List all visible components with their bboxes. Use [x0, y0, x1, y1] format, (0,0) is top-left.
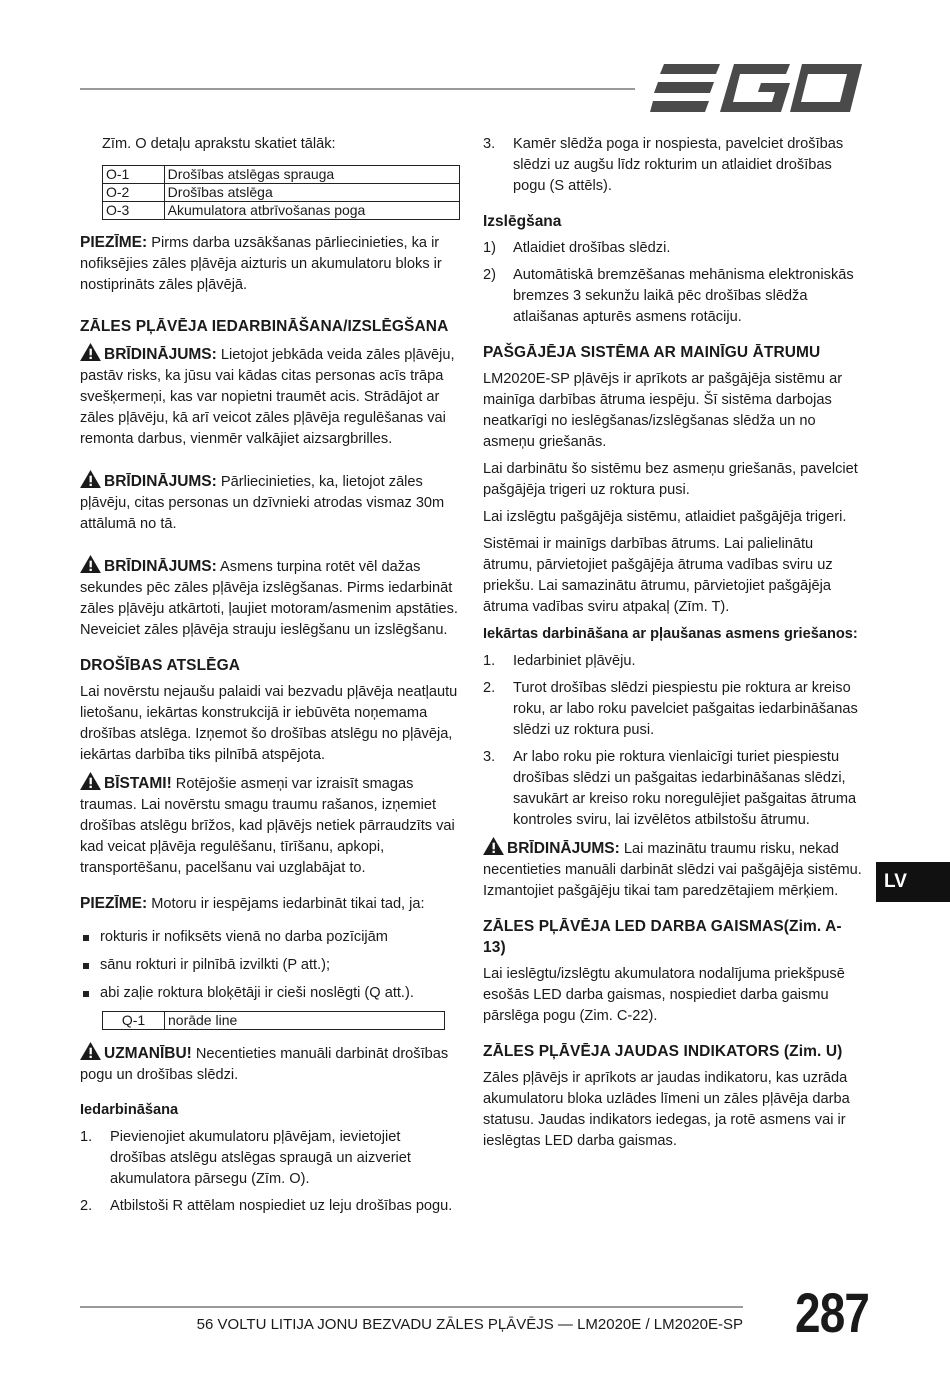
power-paragraph: Zāles pļāvējs ir aprīkots ar jaudas indikatoru, kas uzrāda akumulatoru bloka uzlādes līmeni un zāles pļāvēja darba statusu. Jaudas indikators iedegas, ja rotē asmens vai ir ieslēgtas LED darba gaismas. — [483, 1070, 850, 1149]
warning-text: Pārliecinieties, ka, lietojot zāles pļāvēju, citas personas un dzīvnieki atrodas vismaz 30m attālumā no tā. — [80, 474, 445, 532]
left-column — [80, 134, 460, 1223]
section-heading-start-stop: ZĀLES PĻĀVĒJA IEDARBINĀŠANA/IZSLĒGŠANA — [80, 318, 449, 335]
list-item: 1) Atlaidiet drošības slēdzi. — [483, 240, 671, 256]
warning-2 — [80, 470, 460, 535]
note-2 — [80, 893, 460, 915]
warning-triangle-icon — [80, 343, 101, 361]
warning-3 — [80, 555, 460, 641]
page-number: 287 — [795, 1281, 870, 1344]
square-bullet-icon — [83, 935, 89, 941]
drive-paragraph-4: Sistēmai ir mainīgs darbības ātrums. Lai palielinātu ātrumu, pārvietojiet pašgājēja ātruma vadības sviru uz priekšu. Lai samazinātu ātrumu, pārvietojiet pašgājēja ātruma vadības sviru atpakaļ (Zīm. T). — [483, 536, 833, 615]
warning-label: BRĪDINĀJUMS: — [104, 346, 217, 363]
table-row — [103, 202, 460, 220]
note-label: PIEZĪME: — [80, 895, 148, 912]
warning-triangle-icon — [80, 555, 101, 573]
drive-paragraph-3: Lai izslēgtu pašgājēja sistēmu, atlaidiet pašgājēja trigeri. — [483, 509, 847, 525]
list-item: 1. Iedarbiniet pļāvēju. — [483, 653, 636, 669]
caution-text: Necentieties manuāli darbināt drošības pogu un drošības slēdzi. — [80, 1046, 449, 1083]
caution-notice — [80, 1042, 460, 1086]
warning-triangle-icon — [80, 772, 101, 790]
subheading-starting: Iedarbināšana — [80, 1102, 179, 1118]
part-desc: Drošības atslēgas sprauga — [164, 166, 459, 184]
part-code: O-2 — [103, 184, 165, 202]
warning-label: BRĪDINĀJUMS: — [104, 473, 217, 490]
part-code: O-3 — [103, 202, 165, 220]
list-item: 2) Automātiskā bremzēšanas mehānisma elektroniskās bremzes 3 sekunžu laikā pēc drošības slēdža atlaišanas apturēs asmens rotāciju. — [483, 267, 854, 325]
section-heading-led-lights: ZĀLES PĻĀVĒJA LED DARBA GAISMAS(Zim. A-13) — [483, 918, 842, 956]
language-tab: LV — [876, 862, 950, 902]
ego-logo — [650, 62, 862, 114]
list-item: sānu rokturi ir pilnībā izvilkti (P att.); — [80, 955, 460, 976]
safety-key-paragraph: Lai novērstu nejaušu palaidi vai bezvadu pļāvēja neatļautu lietošanu, iekārtas konstrukcijā ir iebūvēta noņemama drošības atslēga. Izņemot šo drošības atslēgu no pļāvēja, iekārtas darbība tiks pilnībā atspējota. — [80, 684, 458, 763]
fig-q-parts-table — [102, 1011, 445, 1030]
footer-rule — [80, 1306, 743, 1308]
table-row — [103, 1012, 445, 1030]
header-rule — [80, 88, 635, 90]
warning-triangle-icon — [483, 837, 504, 855]
list-item: 1. Pievienojiet akumulatoru pļāvējam, ievietojiet drošības atslēgu atslēgas spraugā un aizveriet akumulatora pārsegu (Zīm. O). — [80, 1129, 411, 1187]
warning-text: Lietojot jebkāda veida zāles pļāvēju, pastāv risks, ka jūsu vai kādas citas personas acīs trāpa svešķermeņi, kas var nopietni traumēt acis. Strādājot ar zāles pļāvēju, kā arī veicot zāles pļāvēja regulēšanas vai remonta darbus, vienmēr valkājiet aizsargbrilles. — [80, 347, 455, 447]
square-bullet-icon — [83, 963, 89, 969]
list-item: 3. Ar labo roku pie roktura vienlaicīgi turiet piespiestu drošības slēdzi un pašgaitas iedarbināšanas slēdzi, savukārt ar kreiso roku noregulējiet pašgaitas ātruma kontroles sviru, lai izvēlētos atbilstošu ātrumu. — [483, 749, 857, 828]
part-desc: Akumulatora atbrīvošanas poga — [164, 202, 459, 220]
part-desc: Drošības atslēga — [164, 184, 459, 202]
note-text: Motoru ir iespējams iedarbināt tikai tad, ja: — [147, 896, 425, 912]
drive-paragraph-1: LM2020E-SP pļāvējs ir aprīkots ar pašgājēja sistēmu ar mainīga darbības ātruma iespēju. Šī sistēma darbojas neatkarīgi no ieslēgšanas/izslēgšanas slēdža un no asmeņu griešanās. — [483, 371, 843, 450]
warning-triangle-icon — [80, 470, 101, 488]
fig-o-parts-table — [102, 165, 460, 220]
section-heading-self-propelled: PAŠGĀJĒJA SISTĒMA AR MAINĪGU ĀTRUMU — [483, 344, 821, 361]
led-paragraph: Lai ieslēgtu/izslēgtu akumulatora nodalījuma priekšpusē esošās LED darba gaismas, nospiediet darba gaismu pārslēga pogu (Zim. C-22). — [483, 966, 845, 1024]
danger-notice — [80, 772, 460, 879]
warning-1 — [80, 343, 460, 450]
danger-label: BĪSTAMI! — [104, 775, 172, 792]
list-item: 2. Turot drošības slēdzi piespiestu pie roktura ar kreiso roku, ar labo roku pavelciet pašgaitas iedarbināšanas slēdzi uz roktura pusi. — [483, 680, 858, 738]
drive-steps — [483, 651, 863, 831]
list-item: 3. Kamēr slēdža poga ir nospiesta, pavelciet drošības slēdzi uz augšu līdz rokturim un atlaidiet drošības pogu (S attēls). — [483, 136, 844, 194]
table-row — [103, 184, 460, 202]
section-heading-safety-key: DROŠĪBAS ATSLĒGA — [80, 657, 241, 674]
footer-product-title: 56 VOLTU LITIJA JONU BEZVADU ZĀLES PĻĀVĒJS — LM2020E / LM2020E-SP — [196, 1316, 743, 1333]
subheading-drive-with-blade: Iekārtas darbināšana ar pļaušanas asmens griešanos: — [483, 626, 858, 642]
starting-steps — [80, 1127, 460, 1217]
section-heading-power-indicator: ZĀLES PĻĀVĒJA JAUDAS INDIKATORS (Zim. U) — [483, 1043, 843, 1060]
right-column — [483, 134, 863, 1158]
stopping-steps — [483, 238, 863, 328]
fig-o-intro: Zīm. O detaļu aprakstu skatiet tālāk: — [102, 136, 336, 152]
table-row — [103, 166, 460, 184]
note-1 — [80, 232, 460, 296]
warning-label: BRĪDINĀJUMS: — [104, 558, 217, 575]
subheading-stopping: Izslēgšana — [483, 213, 562, 230]
part-code: O-1 — [103, 166, 165, 184]
warning-4 — [483, 837, 863, 902]
square-bullet-icon — [83, 991, 89, 997]
list-item: 2. Atbilstoši R attēlam nospiediet uz leju drošības pogu. — [80, 1198, 453, 1214]
warning-text: Asmens turpina rotēt vēl dažas sekundes pēc zāles pļāvēja izslēgšanas. Pirms iedarbināt zāles pļāvēju atkārtoti, ļaujiet motoram/asmenim apstāties. Neveiciet zāles pļāvēja strauju ieslēgšanu un izslēgšanu. — [80, 559, 458, 638]
part-code: Q-1 — [103, 1012, 165, 1030]
note-label: PIEZĪME: — [80, 234, 148, 251]
conditions-list — [80, 927, 460, 1004]
danger-text: Rotējošie asmeņi var izraisīt smagas traumas. Lai novērstu smagu traumu rašanos, izņemiet drošības atslēgu brīžos, kad pļāvējs netiek pārraudzīts vai kad veicat pļāvēja regulēšanu, tīrīšanu, apkopi, transportēšanu, pacelšanu vai uzglabājat to. — [80, 776, 455, 876]
list-item: rokturis ir nofiksēts vienā no darba pozīcijām — [80, 927, 460, 948]
caution-label: UZMANĪBU! — [104, 1045, 192, 1062]
list-item: abi zaļie roktura bloķētāji ir cieši noslēgti (Q att.). — [80, 983, 460, 1004]
part-desc: norāde line — [165, 1012, 445, 1030]
warning-label: BRĪDINĀJUMS: — [507, 840, 620, 857]
drive-paragraph-2: Lai darbinātu šo sistēmu bez asmeņu griešanās, pavelciet pašgājēja trigeri uz roktura pusi. — [483, 461, 858, 498]
starting-steps-continued — [483, 134, 863, 197]
note-text: Pirms darba uzsākšanas pārliecinieties, ka ir nofiksējies zāles pļāvēja aizturis un akumulatoru bloks ir nostiprināts zāles pļāvējā. — [80, 235, 442, 293]
warning-text: Lai mazinātu traumu risku, nekad necentieties manuāli darbināt slēdzi vai pašgājēja sistēmu. Izmantojiet pašgājēju tikai tam paredzētajiem mērķiem. — [483, 841, 862, 899]
warning-triangle-icon — [80, 1042, 101, 1060]
